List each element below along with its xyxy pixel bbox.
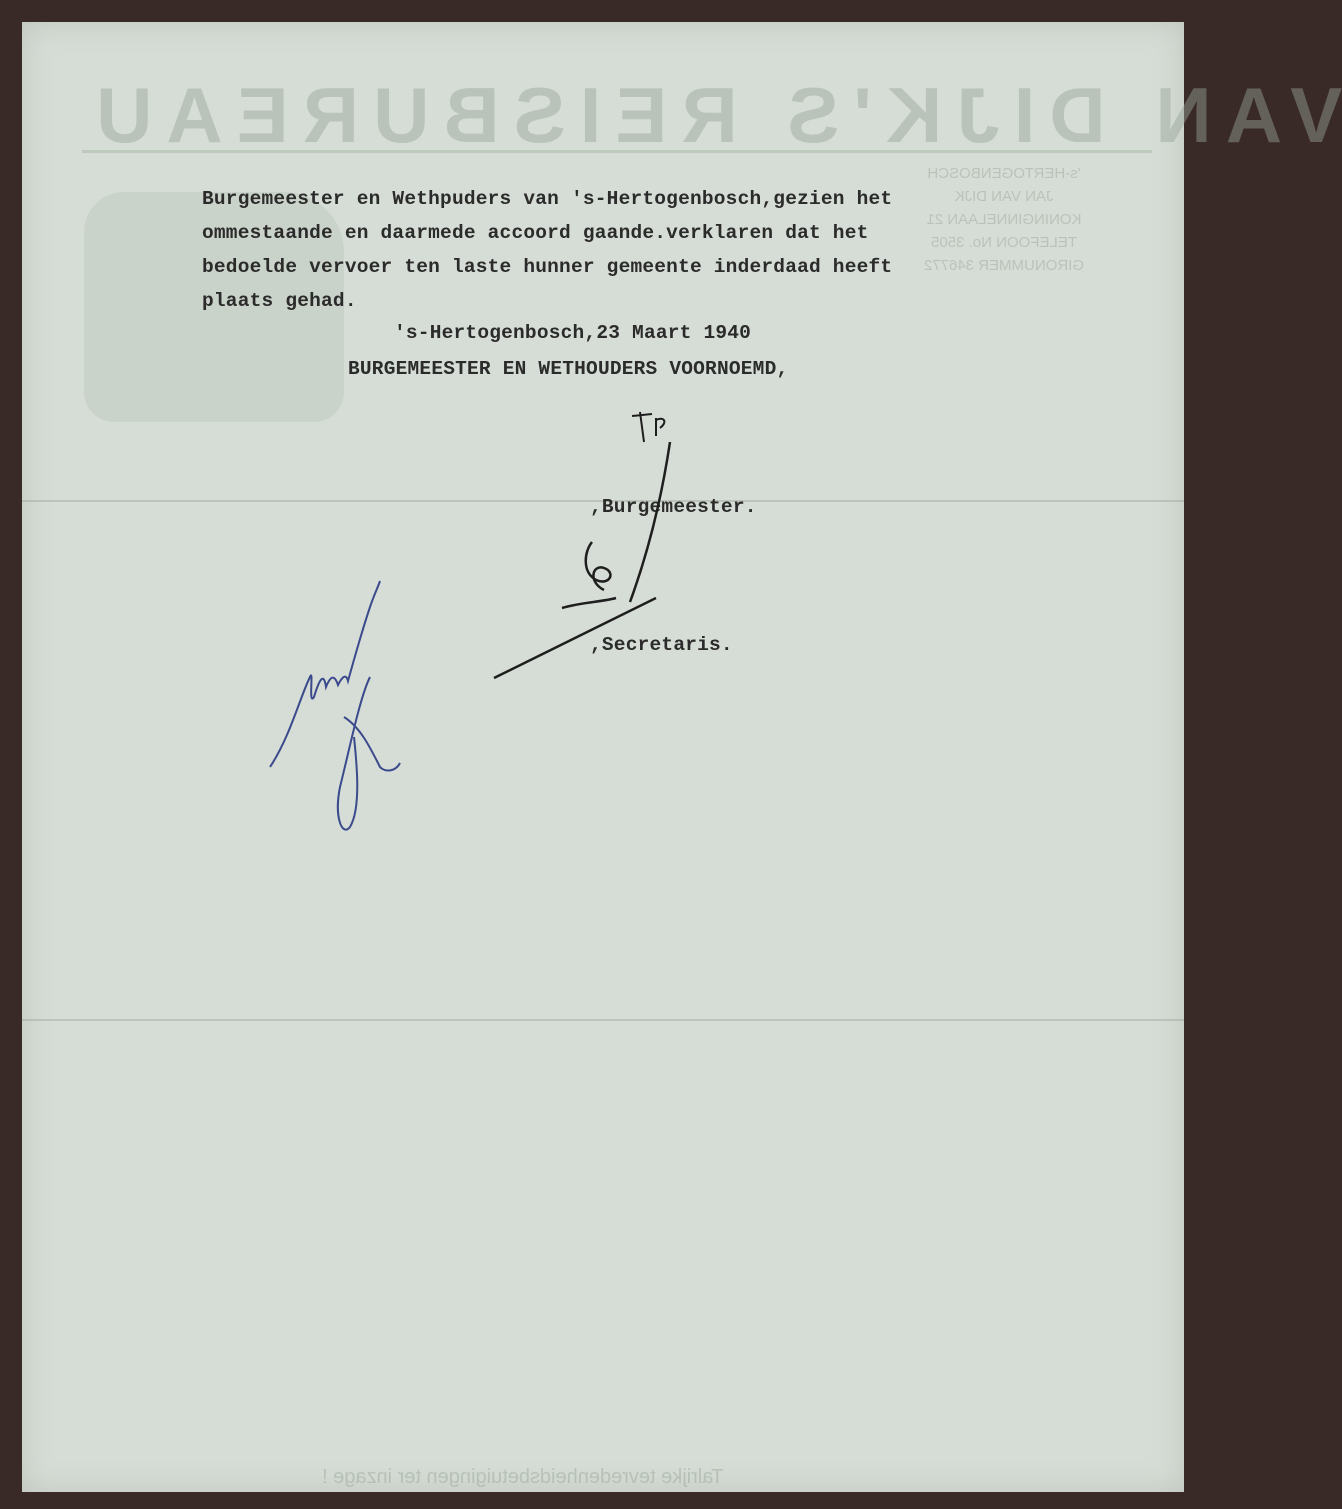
- place-date: 's-Hertogenbosch,23 Maart 1940: [394, 322, 752, 344]
- letterhead-line: JAN VAN DIJK: [954, 188, 1054, 205]
- blue-ink-initials: [250, 577, 420, 837]
- letterhead-line: KONINGINNELAAN 21: [926, 211, 1082, 228]
- letterhead-line: GIRONUMMER 346772: [923, 257, 1085, 274]
- secretary-signature: [492, 532, 672, 692]
- letterhead-address: [854, 162, 1154, 277]
- letter-line: ommestaande en daarmede accoord gaande.verklaren dat het: [202, 222, 869, 244]
- letterhead-company: VAN DIJK'S REISBUREAU: [82, 71, 1342, 159]
- secretary-title: ,Secretaris.: [590, 634, 733, 656]
- letter-sheet: [22, 22, 1342, 1492]
- mayor-title: ,Burgemeester.: [590, 496, 757, 518]
- letterhead-footer: Talrijke tevredenheidsbetuigingen ter inzage !: [322, 1466, 724, 1488]
- letter-line: Burgemeester en Wethpuders van 's-Hertogenbosch,gezien het: [202, 188, 893, 210]
- letterhead-line: 's-HERTOGENBOSCH: [927, 165, 1081, 182]
- letter-line: bedoelde vervoer ten laste hunner gemeente inderdaad heeft: [202, 256, 893, 278]
- fold-line: [22, 1019, 1184, 1021]
- letterhead-line: TELEFOON No. 3505: [931, 234, 1077, 251]
- letter-line: plaats gehad.: [202, 290, 357, 312]
- council-line: BURGEMEESTER EN WETHOUDERS VOORNOEMD,: [348, 358, 789, 380]
